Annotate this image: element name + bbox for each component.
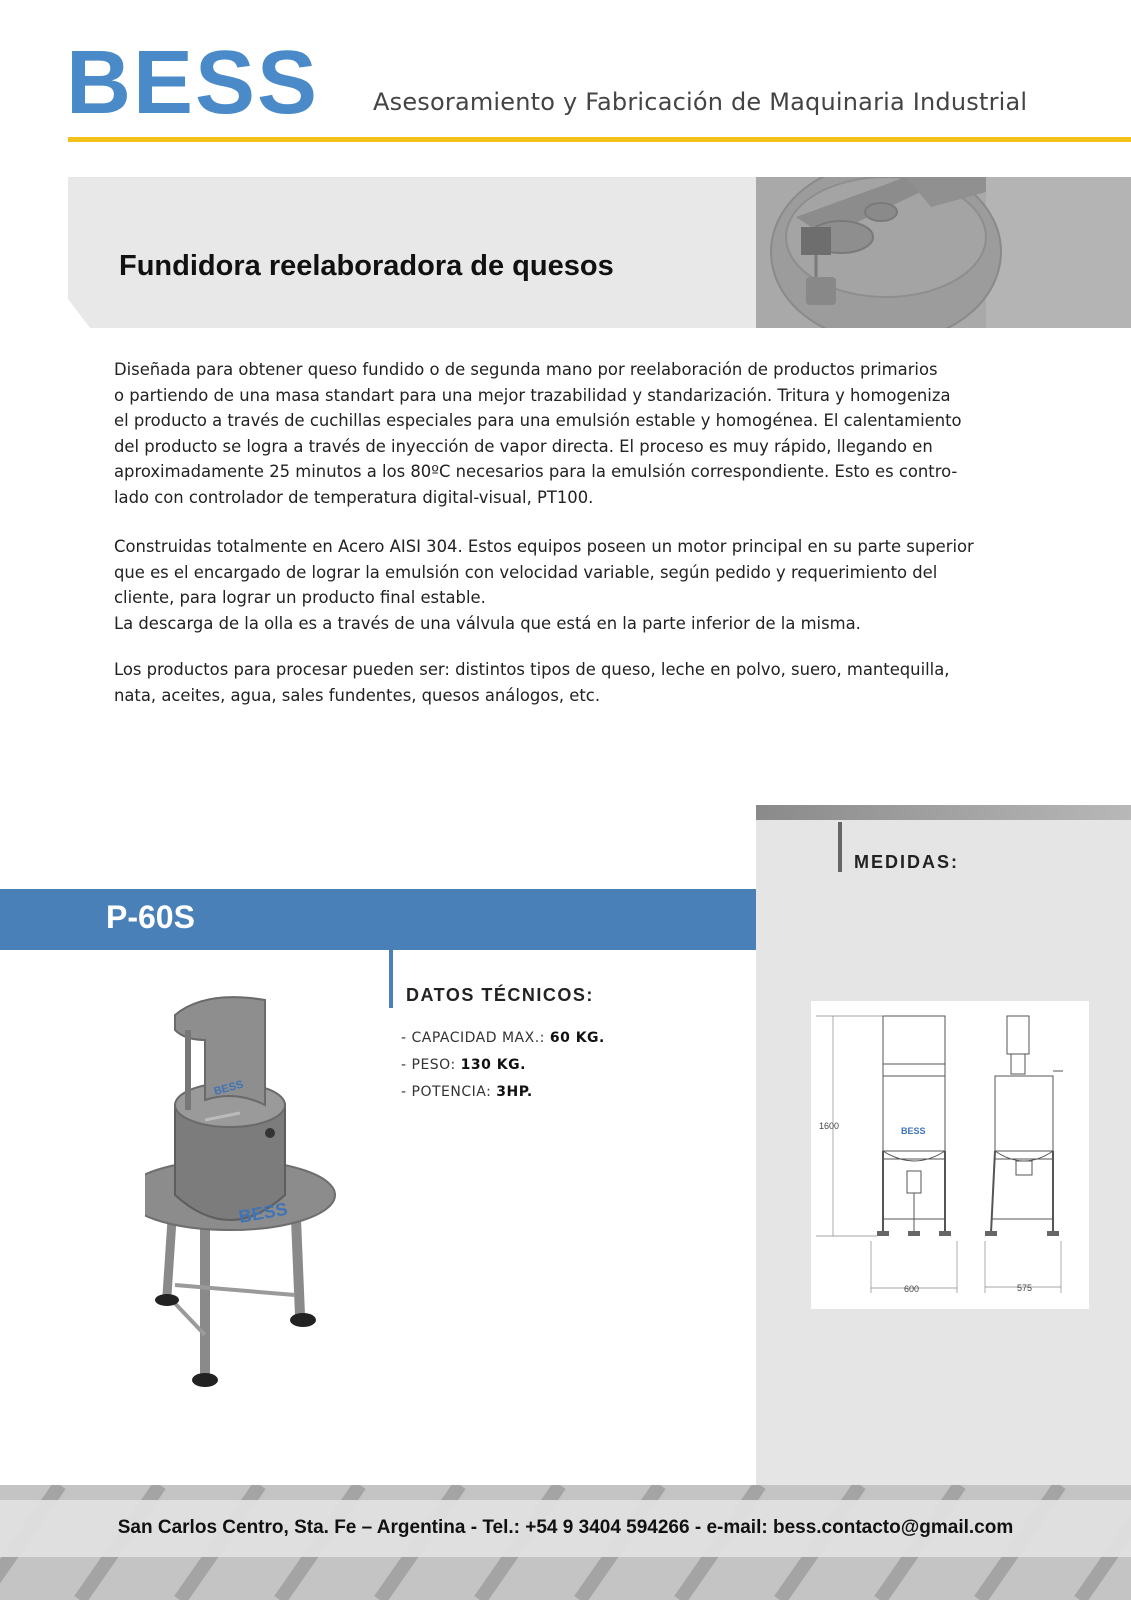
measures-heading: MEDIDAS:	[854, 852, 959, 872]
title-machine-photo	[756, 177, 1131, 328]
description-paragraph-2: Construidas totalmente en Acero AISI 304. Estos equipos poseen un motor principal en su parte superior que es el encargado de lograr la emulsión con velocidad variable, según pedido y requerimiento del cliente, para lograr un producto final estable. La descarga de la olla es a través de una válvula que está en la parte inferior de la misma.	[114, 537, 974, 633]
dim-width-front: 600	[904, 1284, 920, 1294]
specs-heading: DATOS TÉCNICOS:	[406, 985, 594, 1005]
product-title: Fundidora reelaboradora de quesos	[119, 250, 614, 282]
description-paragraph-1: Diseñada para obtener queso fundido o de segunda mano por reelaboración de productos primarios o partiendo de una masa standart para una mejor trazabilidad y standarización. Tritura y homogeniza el producto a través de cuchillas especiales para una emulsión estable y homogénea. El calentamiento del producto se logra a través de inyección de vapor directa. El proceso es muy rápido, llegando en aproximadamente 25 minutos a los 80ºC necesarios para la emulsión correspondiente. Esto es contro- lado con controlador de temperatura digital-visual, PT100.	[114, 360, 962, 507]
bess-logo: BESS	[66, 33, 320, 133]
dim-width-side: 575	[1017, 1283, 1033, 1293]
dimension-drawing	[811, 1001, 1089, 1309]
drawing-logo: BESS	[901, 1126, 926, 1136]
spec-capacity: - CAPACIDAD MAX.: 60 KG.	[401, 1030, 605, 1046]
company-tagline: Asesoramiento y Fabricación de Maquinaria Industrial	[373, 88, 1028, 116]
spec-power: - POTENCIA: 3HP.	[401, 1084, 533, 1100]
measures-panel-top-bar	[756, 805, 1131, 820]
machine-logo: BESS	[237, 1198, 289, 1227]
machine-image	[145, 995, 395, 1410]
machine-shield-logo: BESS	[212, 1078, 245, 1098]
model-name: P-60S	[106, 899, 195, 935]
dim-height: 1600	[819, 1121, 840, 1131]
measures-accent-bar	[838, 822, 842, 872]
spec-weight: - PESO: 130 KG.	[401, 1057, 526, 1073]
description-paragraph-3: Los productos para procesar pueden ser: distintos tipos de queso, leche en polvo, suero, mantequilla, nata, aceites, agua, sales fundentes, quesos análogos, etc.	[114, 660, 950, 705]
header-divider	[68, 137, 1131, 142]
footer-contact: San Carlos Centro, Sta. Fe – Argentina - Tel.: +54 9 3404 594266 - e-mail: bess.contacto@gmail.com	[117, 1517, 1014, 1538]
